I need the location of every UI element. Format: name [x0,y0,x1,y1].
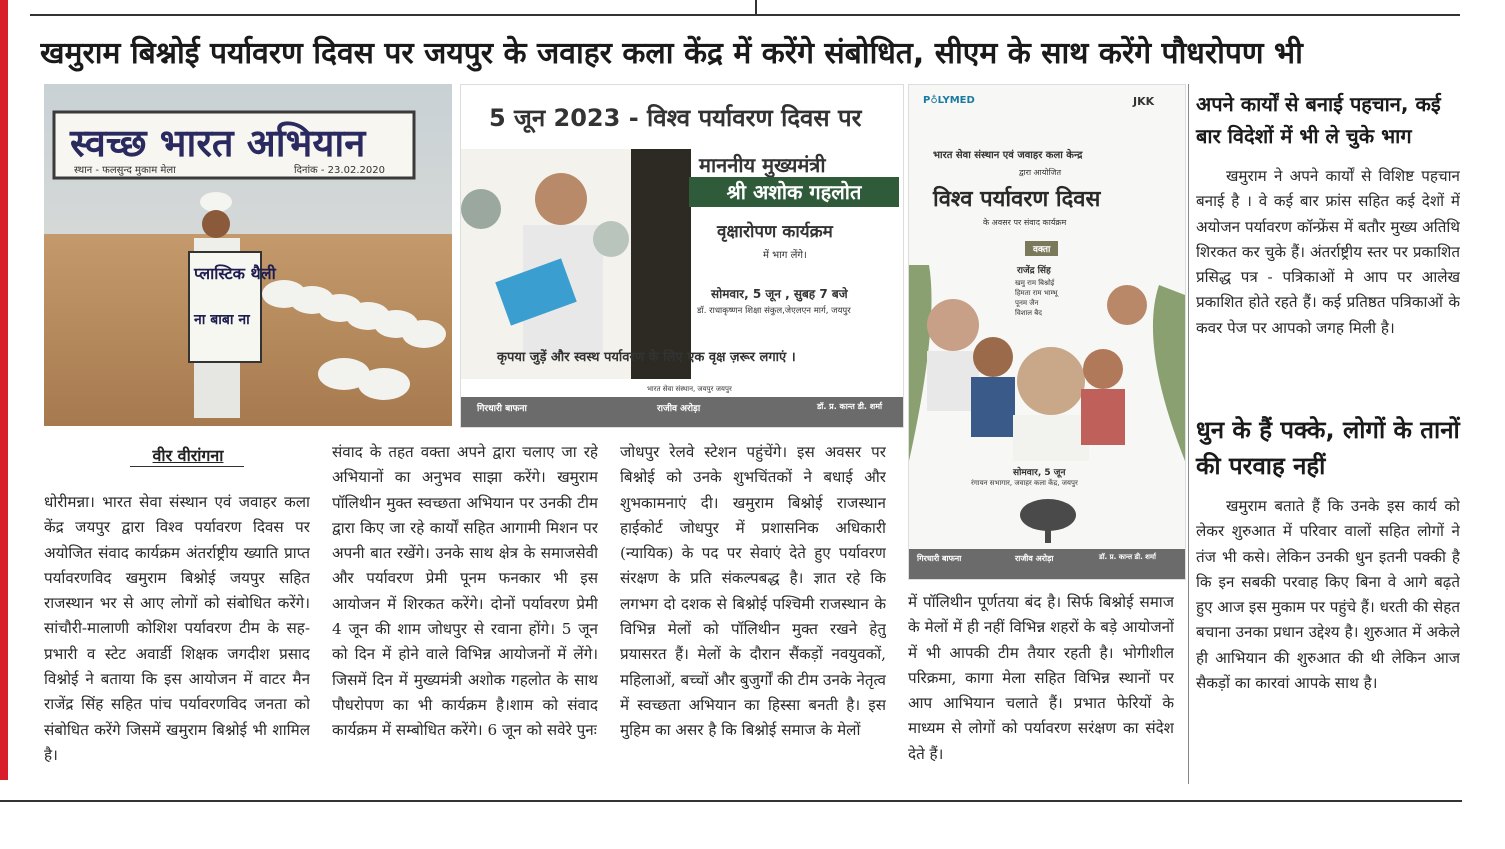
poster2-date: सोमवार, 5 जून [1013,468,1066,478]
poster1-footer-2: राजीव अरोड़ा [657,404,701,414]
subhead-determination: धुन के हैं पक्के, लोगों के तानों की परवाह नहीं [1196,416,1460,480]
sidebar-text-1 [1196,164,1460,400]
poster2-logo-right: JKK [1133,95,1155,108]
poster1-datetime: सोमवार, 5 जून , सुबह 7 बजे [711,287,848,301]
poster1-footer-3: डॉ. प्र. कान्त डी. शर्मा [817,402,883,411]
photo-swachh-bharat [44,84,452,426]
poster2-speaker-1: राजेंद्र सिंह [1017,266,1051,276]
poster2-organised: द्वारा आयोजित [1019,168,1062,177]
column-2-text: संवाद के तहत वक्ता अपने द्वारा चलाए जा रहे अभियानों का अनुभव साझा करेंगे। खमुराम पॉलिथीन मुक्त स्वच्छता अभियान पर उनकी टीम द्वारा किए जा रहे कार्यों सहित आगामी मिशन पर अपनी बात रखेंगे। उनके साथ क्षेत्र के समाजसेवी और पर्यावरण प्रेमी पूनम फनकार भी इस आयोजन में शिरकत करेंगे। दोनों पर्यावरण प्रेमी 4 जून की शाम जोधपुर से रवाना होंगे। 5 जून को दिन में होने वाले विभिन्न आयोजनों में लेंगे। जिसमें दिन में मुख्यमंत्री अशोक गहलोत के साथ पौधरोपण का भी कार्यक्रम है।शाम को संवाद कार्यक्रम में सम्बोधित करेंगे। 6 जून को सवेरे पुनः [332,443,598,740]
poster2-tree-logo [1013,495,1083,545]
placard-text-2: ना बाबा ना [194,312,250,328]
article-column-4 [908,590,1174,792]
poster2-speakers-label: वक्ता [1025,241,1058,256]
sidebar-text-2 [1196,494,1460,792]
subhead-recognition: अपने कार्यों से बनाई पहचान, कई बार विदेशों में भी ले चुके भाग [1196,92,1441,148]
placard-text-1: प्लास्टिक थैली [194,264,276,283]
poster2-speaker-4: पूनम जैन [1015,299,1039,307]
right-column-rule [1188,84,1189,784]
column-3-text: जोधपुर रेलवे स्टेशन पहुंचेंगे। इस अवसर पर बिश्नोई को उनके शुभचिंतकों ने बधाई और शुभकामनाएं दी। खमुराम बिश्नोई राजस्थान हाईकोर्ट जोधपुर में प्रशासनिक अधिकारी (न्यायिक) के पद पर सेवाएं देते हुए पर्यावरण संरक्षण के प्रति संकल्पबद्ध है। ज्ञात रहे कि लगभग दो दशक से बिश्नोई पश्चिमी राजस्थान के विभिन्न मेलों को पॉलिथीन मुक्त रखने हेतु प्रयासरत हैं। मेलों के दौरान सैंकड़ों नवयुवकों, महिलाओं, बच्चों और बुजुर्गों की टीम उनके नेतृत्व में स्वच्छता अभियान का हिस्सा बनती है। इस मुहिम का असर है कि बिश्नोई समाज के मेलों [620,443,886,740]
poster2-org: भारत सेवा संस्थान एवं जवाहर कला केन्द्र [933,150,1083,161]
photo-swachh-bharat-image [44,84,452,426]
column-4-text: में पॉलिथीन पूर्णतया बंद है। सिर्फ बिश्नोई समाज के मेलों में ही नहीं विभिन्न शहरों के बड़े आयोजनों में भी आपकी टीम तैयार रहती है। भोगीशील परिक्रमा, कागा मेला सहित विभिन्न स्थानों पर आप आभियान चलाते हैं। प्रभात फेरियों के माध्यम से लोगों को पर्यावरण सरंक्षण का संदेश देते हैं। [908,593,1174,763]
poster1-program: वृक्षारोपण कार्यक्रम [717,222,833,242]
poster1-cm-photo [461,149,691,379]
banner-sub-text: स्थान - फलसुन्द मुकाम मेला [74,165,176,176]
poster2-footer-1: गिरधारी बाफना [917,554,962,563]
top-rule [30,14,1460,16]
byline: वीर वीरांगना [152,446,224,465]
poster2-footer-3: डॉ. प्र. कान्त डी. शर्मा [1099,553,1156,561]
poster1-appeal: कृपया जुड़ें और स्वस्थ पर्यावरण के लिए एक वृक्ष ज़रूर लगाएं । [497,350,796,365]
banner-date-text: दिनांक - 23.02.2020 [294,165,385,176]
poster-cm-plantation [460,84,904,428]
top-divider [755,0,757,14]
poster1-participate: में भाग लेंगे। [763,250,807,261]
article-column-3 [620,440,886,792]
poster2-title: विश्व पर्यावरण दिवस [933,187,1101,212]
article-column-1 [44,490,310,792]
poster2-venue: रंगायन सभागार, जवाहर कला केंद्र, जयपुर [971,479,1078,487]
sidebar-text-1-body: खमुराम ने अपने कार्यों से विशिष्ट पहचान बनाई है । वे कई बार फ्रांस सहित कई देशों में अयोजन पर्यावरण कॉन्फ्रेंस में बतौर मुख्य अतिथि शिरकत कर चुके हैं। अंतर्राष्ट्रीय स्तर पर प्रकाशित प्रसिद्ध पत्र - पत्रिकाओं मे आप पर आलेख प्रकाशित होते रहते हैं। कई प्रतिष्ठत पत्रिकाओं के कवर पेज पर आपको जगह मिली है। [1196,167,1460,337]
headline: खमुराम बिश्नोई पर्यावरण दिवस पर जयपुर के जवाहर कला केंद्र में करेंगे संबोधित, सीएम के साथ करेंगे पौधरोपण भी [40,36,1303,71]
poster1-date-title: 5 जून 2023 - विश्व पर्यावरण दिवस पर [489,104,862,132]
poster1-venue: डॉ. राधाकृष्णन शिक्षा संकुल,जेएलएन मार्ग, जयपुर [697,306,851,316]
sidebar-text-2-body: खमुराम बताते हैं कि उनके इस कार्य को लेकर शुरुआत में परिवार वालों सहित लोगों ने तंज भी कसे। लेकिन उनकी धुन इतनी पक्की है कि इन सबकी परवाह किए बिना वे आगे बढ़ते हुए आज इस मुकाम पर पहुंचे हैं। धरती की सेहत बचाना उनका प्रधान उद्देश्य है। शुरुआत में अकेले ही आभियान की शुरुआत की थी लेकिन आज सैकड़ों का कारवां आपके साथ है। [1196,497,1460,693]
poster2-speaker-3: हिमता राम भाम्भू [1015,289,1058,297]
banner-main-text: स्वच्छ भारत अभियान [70,121,366,165]
poster2-logo-left: P♁LYMED [923,95,975,106]
page-edge-red-bar [0,0,8,780]
article-column-2 [332,440,598,792]
byline-underline [130,466,244,467]
poster1-org: भारत सेवा संस्थान, जयपुर जयपुर [647,385,732,393]
poster2-speaker-2: खमु राम बिश्नोई [1015,279,1055,287]
poster1-cm-name: श्री अशोक गहलोत [689,177,899,207]
poster2-speakers-photos [909,265,1185,461]
poster2-occasion: के अवसर पर संवाद कार्यक्रम [983,218,1067,227]
poster1-cm-label: माननीय मुख्यमंत्री [699,153,826,177]
bottom-rule [0,800,1462,802]
column-1-text: धोरीमन्ना। भारत सेवा संस्थान एवं जवाहर कला केंद्र जयपुर द्वारा विश्व पर्यावरण दिवस पर अयोजित संवाद कार्यक्रम अंतर्राष्ट्रीय ख्याति प्राप्त पर्यावरणविद खमुराम बिश्नोई जयपुर सहित राजस्थान भर से आए लोगों को संबोधित करेंगे। सांचौरी-मालाणी कोशिश पर्यावरण टीम के सह-प्रभारी व स्टेट अवार्डी शिक्षक जगदीश प्रसाद विश्नोई ने बताया कि इस आयोजन में वाटर मैन राजेंद्र सिंह सहित पांच पर्यावरणविद जनता को संबोधित करेंगे जिसमें खमुराम बिश्नोई भी शामिल है। [44,493,310,764]
poster2-footer-2: राजीव अरोड़ा [1015,554,1054,563]
poster-environment-day [908,84,1186,580]
poster1-footer-1: गिरधारी बाफना [477,404,527,414]
poster2-speaker-5: विशाल बैद [1015,309,1042,317]
